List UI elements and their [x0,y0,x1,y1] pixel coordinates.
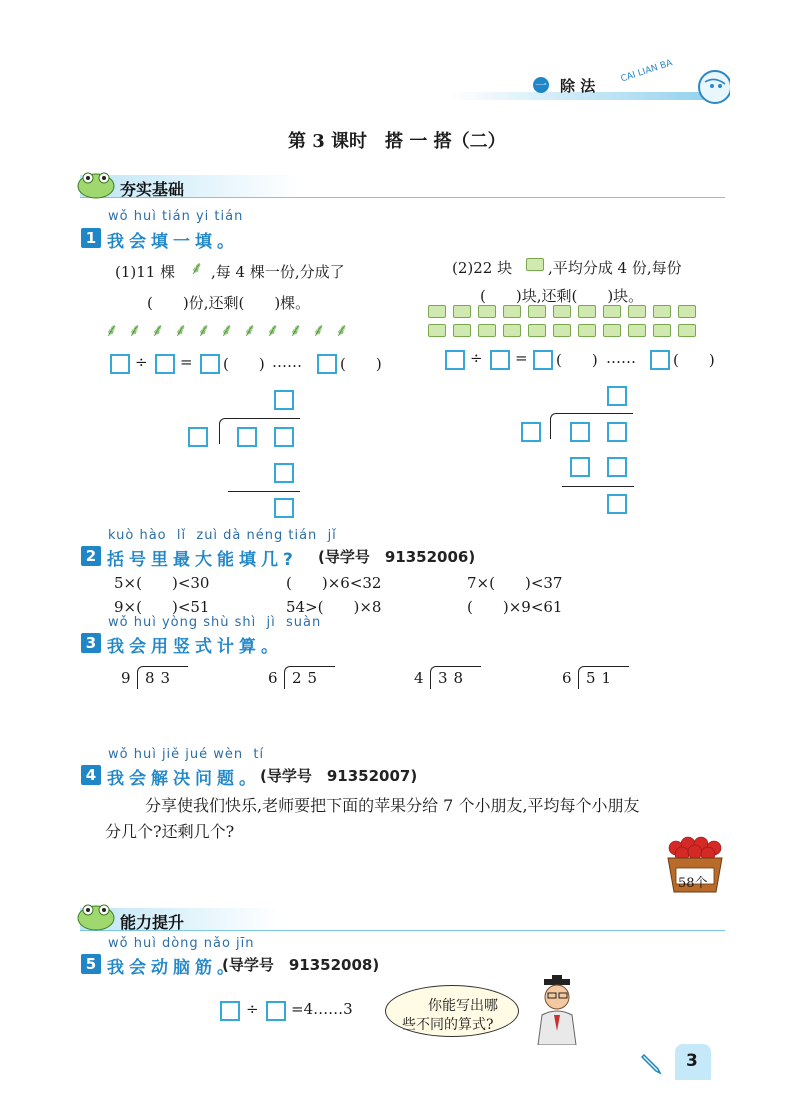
tree-icon: ⸙ [174,320,188,341]
pencil-icon [640,1051,664,1079]
q2-title: 括号里最大能填几? [107,550,298,570]
q3-divisor: 9 [121,669,131,687]
q4-reference: (导学号 91352007) [260,767,418,785]
chapter-title: 除 法 [560,77,596,95]
q3-dividend: 25 [292,669,324,687]
cake-icon [526,258,544,271]
divide-sign: ÷ [246,1000,259,1018]
divide-sign: ÷ [135,353,148,371]
professor-icon [528,975,588,1049]
chapter-number-badge: 一 [534,78,547,92]
q2-item[interactable]: 9×( )<51 [114,598,210,616]
answer-box[interactable] [274,427,294,447]
bubble-text-line1: 你能写出哪 [428,998,498,1014]
answer-box[interactable] [533,350,553,370]
q2-item[interactable]: 7×( )<37 [467,574,563,592]
remainder-dots: …… [272,353,302,371]
tree-icon: ⸙ [289,320,303,341]
divide-sign: ÷ [470,349,483,367]
answer-box[interactable] [274,390,294,410]
cake-icon [653,305,671,318]
answer-box[interactable] [188,427,208,447]
answer-box[interactable] [607,422,627,442]
cake-icon [578,324,596,337]
tree-icon: ⸙ [335,320,349,341]
equals-sign: = [515,349,528,367]
tree-icon: ⸙ [243,320,257,341]
cake-icon [428,324,446,337]
tree-icon: ⸙ [151,320,165,341]
tree-row [105,318,365,344]
cake-icon [528,305,546,318]
section-title-basic: 夯实基础 [120,180,185,199]
answer-box[interactable] [237,427,257,447]
q2-item[interactable]: 54>( )×8 [286,598,382,616]
tree-icon: ⸙ [128,320,142,341]
answer-box[interactable] [570,422,590,442]
cake-icon [653,324,671,337]
tree-icon: ⸙ [312,320,326,341]
cake-icon [603,305,621,318]
answer-box[interactable] [607,494,627,514]
q3-dividend: 38 [438,669,470,687]
frog-mascot-icon [74,168,118,204]
cake-icon [528,324,546,337]
answer-box[interactable] [570,457,590,477]
q2-item[interactable]: 5×( )<30 [114,574,210,592]
q1-part2-line2: ( )块,还剩( )块。 [480,287,644,305]
q1-part1-line1a: (1)11 棵 [115,263,176,281]
answer-box[interactable] [266,1001,286,1021]
page-title: 第 3 课时 搭 一 搭（二） [288,131,506,152]
q3-number: 3 [81,633,101,653]
q1-part1-line1b: ,每 4 棵一份,分成了 [211,263,345,281]
q5-pinyin: wǒ huì dòng nǎo jīn [108,936,255,951]
q2-pinyin: kuò hào lǐ zuì dà néng tián jǐ [108,528,337,543]
q1-part1-line2: ( )份,还剩( )棵。 [147,294,311,312]
cake-icon [678,324,696,337]
basket-label: 58个 [678,876,708,891]
cake-icon [553,305,571,318]
q5-equation-rest: =4……3 [291,1000,353,1018]
tree-icon: ⸙ [266,320,280,341]
cake-grid [428,305,718,343]
paren-blank[interactable]: ( ) [673,351,715,369]
frog-mascot-icon [74,900,118,936]
answer-box[interactable] [155,354,175,374]
answer-box[interactable] [650,350,670,370]
answer-box[interactable] [110,354,130,374]
cake-icon [603,324,621,337]
cake-icon [478,305,496,318]
q4-pinyin: wǒ huì jiě jué wèn tí [108,747,265,762]
q1-part2-line1b: ,平均分成 4 份,每份 [548,259,682,277]
cake-icon [678,305,696,318]
division-rule [228,491,300,492]
q1-part2-line1a: (2)22 块 [452,259,513,277]
cake-icon [428,305,446,318]
q1-pinyin: wǒ huì tián yi tián [108,209,244,224]
q2-item[interactable]: ( )×6<32 [286,574,382,592]
cake-icon [578,305,596,318]
q5-reference: (导学号 91352008) [222,956,380,974]
cake-icon [453,305,471,318]
answer-box[interactable] [607,457,627,477]
q5-title: 我会动脑筋。 [107,958,239,978]
answer-box[interactable] [317,354,337,374]
cake-icon [553,324,571,337]
cake-icon [628,324,646,337]
q2-reference: (导学号 91352006) [318,548,476,566]
tree-icon: ⸙ [105,320,119,341]
q3-divisor: 6 [268,669,278,687]
q4-title: 我会解决问题。 [107,769,261,789]
tree-icon: ⸙ [190,258,204,279]
q4-number: 4 [81,765,101,785]
cake-icon [453,324,471,337]
cake-icon [628,305,646,318]
answer-box[interactable] [521,422,541,442]
paren-blank[interactable]: ( ) [340,355,382,373]
q3-dividend: 83 [145,669,177,687]
q4-text-line2: 分几个?还剩几个? [105,822,235,841]
answer-box[interactable] [607,386,627,406]
paren-blank[interactable]: ( ) [223,355,265,373]
cake-icon [503,324,521,337]
answer-box[interactable] [200,354,220,374]
q3-dividend: 51 [586,669,618,687]
q2-number: 2 [81,546,101,566]
q3-pinyin: wǒ huì yòng shù shì jì suàn [108,615,322,630]
bubble-text-line2: 些不同的算式? [402,1017,494,1033]
logo-globe-icon [670,62,730,112]
section-title-advanced: 能力提升 [120,913,185,932]
q1-number: 1 [81,228,101,248]
cake-icon [478,324,496,337]
q1-title: 我会填一填。 [107,232,239,252]
page-number: 3 [686,1051,698,1071]
q5-number: 5 [81,954,101,974]
q3-divisor: 4 [414,669,424,687]
answer-box[interactable] [274,498,294,518]
remainder-dots: …… [606,349,636,367]
answer-box[interactable] [445,350,465,370]
q2-item[interactable]: ( )×9<61 [467,598,563,616]
logo-text: CAI LIAN BA [619,58,674,85]
tree-icon: ⸙ [220,320,234,341]
equals-sign: = [180,353,193,371]
answer-box[interactable] [274,463,294,483]
q3-divisor: 6 [562,669,572,687]
q3-title: 我会用竖式计算。 [107,637,283,657]
division-rule [562,486,634,487]
answer-box[interactable] [220,1001,240,1021]
cake-icon [503,305,521,318]
answer-box[interactable] [490,350,510,370]
q4-text-line1: 分享使我们快乐,老师要把下面的苹果分给 7 个小朋友,平均每个小朋友 [145,796,640,815]
paren-blank[interactable]: ( ) [556,351,598,369]
tree-icon: ⸙ [197,320,211,341]
